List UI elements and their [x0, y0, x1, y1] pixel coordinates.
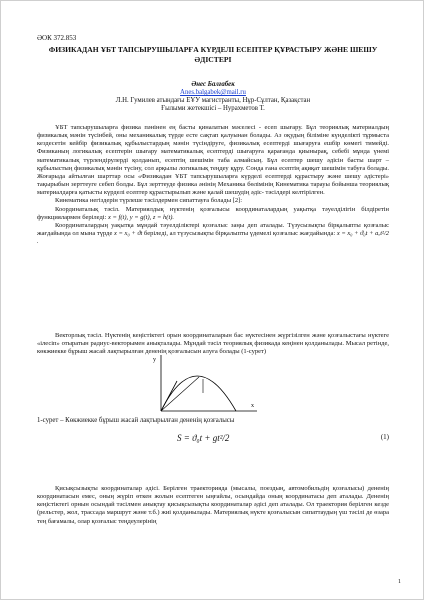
- axis-label-x: x: [251, 403, 254, 409]
- paragraph-coordinate: [37, 206, 389, 222]
- body-section-1: [37, 124, 389, 246]
- formula-expression: S = ϑ₀t + gt²/2: [177, 433, 230, 443]
- author-email-link[interactable]: Anes.balgabek@mail.ru: [180, 89, 246, 96]
- equation-uniform: x = x₀ + ϑt: [114, 230, 143, 238]
- projectile-figure: [141, 351, 261, 415]
- paper-title: ФИЗИКАДАН ҰБТ ТАПСЫРУШЫЛАРҒА КҮРДЕЛІ ЕСЕПТЕР ҚҰРАСТЫРУ ЖӘНЕ ШЕШУ ӘДІСТЕРІ: [48, 45, 378, 64]
- radius-vector: [161, 377, 199, 411]
- author-affiliation: Л.Н. Гумилев атындағы ЕҰУ магистранты, Нұр-Сұлтан, Қазақстан: [115, 97, 311, 104]
- paragraph-coordinate-text: Координаталық тәсіл. Материялдық нүктенің қозғалысы координаталардың уақытқа тәуелділігін білдіретін функциялармен беріледі:: [37, 205, 389, 221]
- paragraph-curvilinear: Қисықсызықты координаталар әдісі. Берілген траекторияда (мысалы, поездың, автомобильдің қозғалысы) дененің координатасын емес, оның жүріп өткен жолын есептеген ыңғайлы, осындайда оның координатасы деп аталады. Дененің кеңістіктегі орнын осындай тәсілмен анықтау қисықсызықты координаталар әдісі деп аталады. Ол траектория берілген кезде (рельстер, жол, трассада маршрут және т.б.) жиі қолданылады. Материялық нүкте қозғалысын сипаттаудың үш тәсілі де өзара тең бағамалы, олар қозғалыс теңдеулерінің: [37, 485, 389, 525]
- velocity-vector: [161, 381, 177, 411]
- axis-label-y: y: [153, 357, 156, 363]
- paragraph-law-text-2: беріледі, ал түзусызықты бірқалыпты үдемелі қозғалыс жағдайында:: [144, 230, 336, 238]
- paragraph-vector: Векторлық тәсіл. Нүктенің кеңістіктегі орын координаталарын бас нүктесінен жүргізілген және қозғалыстағы нүктеге «ілесіп» отыратын радиус-векторымен анықталады. Мұндай тәсіл теориялық физикада кеңінен қолданылады. Мысал ретінде, көкжиекке бұрыш жасай лақтырылған дененің қозғалысын алуға болады (1-сурет): [37, 332, 389, 356]
- author-name: Әнес Балғабек: [191, 81, 235, 88]
- equation-accelerated: x = x₀ + ϑ₀t + aₓt²/2 .: [37, 230, 390, 246]
- paragraph-law-text: Координаталардың уақытқа мұндай тәуелділіктері қозғалыс заңы деп аталады. Түзусызықты бірқалыпты қозғалыс жағдайында ол мына түрде: [37, 221, 389, 238]
- paragraph-intro: ҰБТ тапсырушыларға физика пәнінен ең басты қиналатын мәселесі - есеп шығару. Бұл теориялық материалдың физикалық мәнін түсінбей, оны механикалық түрде есте сақтап қалуынан болады. Аз оқудың біліміне күнделікті тұрмыста кездесетін кейбір физикалық құбылыстардың мәнін түсіндіруге, физикалық есептерді шығаруға ешбір көмегі тимейді. Физиканың логикалық есептерін шығару математикалық есептерді шығаруға қарағанда қиынырақ, себебі мұнда үнемі математикалық түрлендірулерді қолданып, есептің шешімін таба алмайсың. Бұл есептер шешу әдісін басты шарт – құбылыстың физикалық мәнін түсіну, сол арқылы логикалық теңдеу құру. Сонда ғана есептің ақиқат шешімін табуға болады. Жоғарыда айтылған шарттар осы «Физикадан ҰБТ тапсырушыларға күрделі есептерді құрастыру және шешу әдістері» тақырыбын зерттеуге себеп болды. Бұл зерттеуде физика әнінің Механика бөлімінің Кинематика тарауы бойынша теориялық материалдарға қатысты күрделі есептер құрастырылып және қалай шешудің әдіс- тәсілдері келтірілген.: [37, 124, 389, 197]
- figure-caption: 1-сурет – Көкжиекке бұрыш жасай лақтырылған дененің қозғалысы: [37, 417, 235, 424]
- formula-1: [37, 433, 389, 447]
- formula-number: (1): [380, 433, 389, 441]
- equation-coordinates: x = f(t), y = g(t), z = h(t).: [108, 213, 175, 221]
- trajectory: [161, 376, 236, 411]
- body-section-3: [37, 485, 389, 526]
- udk-code: ӘОК 372.853: [37, 34, 77, 42]
- paragraph-law: [37, 222, 389, 246]
- page-number: 1: [398, 579, 401, 585]
- supervisor: Ғылыми жетекшісі – Нурахметов Т.: [161, 105, 265, 112]
- paragraph-methods: Кинематика негіздерін түрлеше тәсілдермен сипаттауға болады [2]:: [55, 197, 243, 205]
